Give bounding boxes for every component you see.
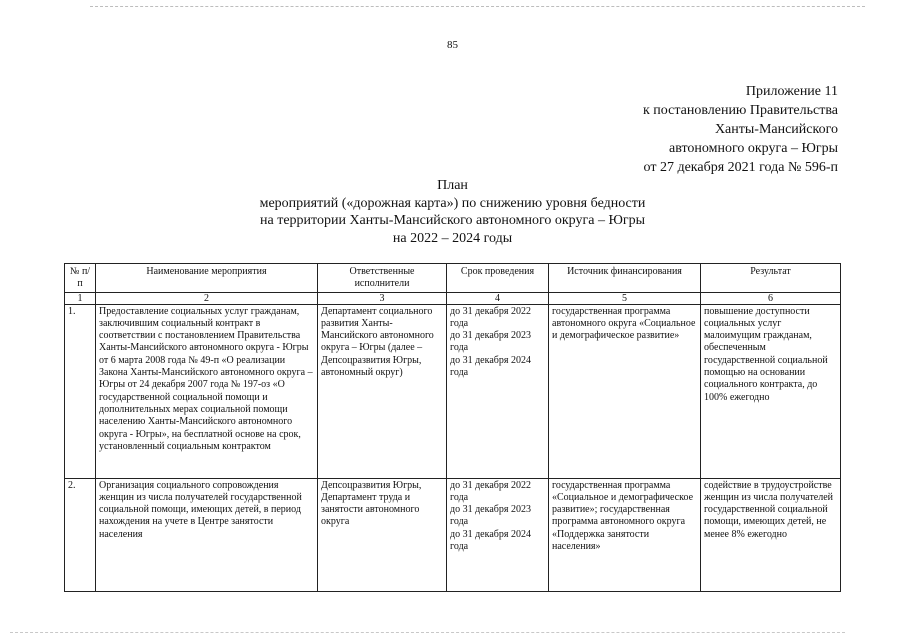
- column-number: 5: [549, 292, 701, 304]
- row-funding: государственная программа автономного округа «Социальное и демографическое развитие»: [549, 304, 701, 478]
- column-number: 3: [318, 292, 447, 304]
- column-number: 4: [447, 292, 549, 304]
- deadline-item: до 31 декабря 2022 года: [450, 305, 531, 329]
- column-number: 6: [701, 292, 841, 304]
- appendix-line: от 27 декабря 2021 года № 596-п: [643, 160, 838, 175]
- header-num: № п/п: [65, 264, 96, 293]
- deadline-item: до 31 декабря 2022 года: [450, 479, 531, 503]
- row-num: 1.: [65, 304, 96, 478]
- table-row: [65, 478, 841, 591]
- row-executors: Депсоцразвития Югры, Департамент труда и занятости автономного округа: [318, 478, 447, 591]
- title-line: мероприятий («дорожная карта») по снижению уровня бедности: [259, 195, 646, 211]
- row-result: повышение доступности социальных услуг малоимущим гражданам, обеспеченным государственной социальной помощью на основании социального контракта, до 100% ежегодно: [701, 304, 841, 478]
- appendix-line: к постановлению Правительства: [642, 103, 838, 118]
- appendix-block: [643, 82, 838, 177]
- deadline-item: до 31 декабря 2023 года: [450, 504, 531, 528]
- roadmap-table: [64, 263, 841, 592]
- header-result: Результат: [701, 264, 841, 293]
- appendix-line: автономного округа – Югры: [669, 141, 838, 156]
- title-line: на 2022 – 2024 годы: [392, 230, 513, 246]
- deadline-item: до 31 декабря 2024 года: [450, 354, 531, 379]
- header-funding: Источник финансирования: [549, 264, 701, 293]
- page-number: 85: [447, 39, 458, 51]
- row-funding: государственная программа «Социальное и демографическое развитие»; государственная программа автономного округа «Поддержка занятости населения»: [549, 478, 701, 591]
- header-executors: Ответственные исполнители: [318, 264, 447, 293]
- row-executors: Департамент социального развития Ханты-Мансийского автономного округа – Югры (далее – Депсоцразвития Югры, автономный округ): [318, 304, 447, 478]
- header-deadline: Срок проведения: [447, 264, 549, 293]
- column-number: 1: [65, 292, 96, 304]
- row-name: Организация социального сопровождения женщин из числа получателей государственной социальной помощи, имеющих детей, в период нахождения на учете в Центре занятости населения: [96, 478, 318, 591]
- deadline-item: до 31 декабря 2024 года: [450, 528, 531, 553]
- appendix-line: Ханты-Мансийского: [714, 122, 838, 137]
- table-row: [65, 304, 841, 478]
- column-number-row: [65, 292, 841, 304]
- column-number: 2: [96, 292, 318, 304]
- document-title: [0, 177, 905, 247]
- row-deadlines: [447, 304, 549, 478]
- scan-edge-bottom: [10, 632, 845, 633]
- appendix-line: Приложение 11: [745, 84, 838, 99]
- deadline-item: до 31 декабря 2023 года: [450, 330, 531, 354]
- header-name: Наименование мероприятия: [96, 264, 318, 293]
- row-num: 2.: [65, 478, 96, 591]
- title-line: План: [437, 178, 468, 193]
- table-header-row: [65, 264, 841, 293]
- scan-edge-top: [90, 6, 865, 7]
- title-line: на территории Ханты-Мансийского автономного округа – Югры: [260, 213, 645, 228]
- row-name: Предоставление социальных услуг гражданам, заключившим социальный контракт в соответствии с постановлением Правительства Ханты-Мансийского автономного округа - Югры от 6 марта 2008 года № 49-п «О реализации Закона Ханты-Мансийского автономного округа – Югры от 24 декабря 2007 года № 197-оз «О государственной социальной помощи и дополнительных мерах социальной помощи населению Ханты-Мансийского автономного округа - Югры», на бесплатной основе на срок, установленный социальным контрактом: [96, 304, 318, 478]
- row-deadlines: [447, 478, 549, 591]
- row-result: содействие в трудоустройстве женщин из числа получателей государственной социальной помощи, имеющих детей, не менее 8% ежегодно: [701, 478, 841, 591]
